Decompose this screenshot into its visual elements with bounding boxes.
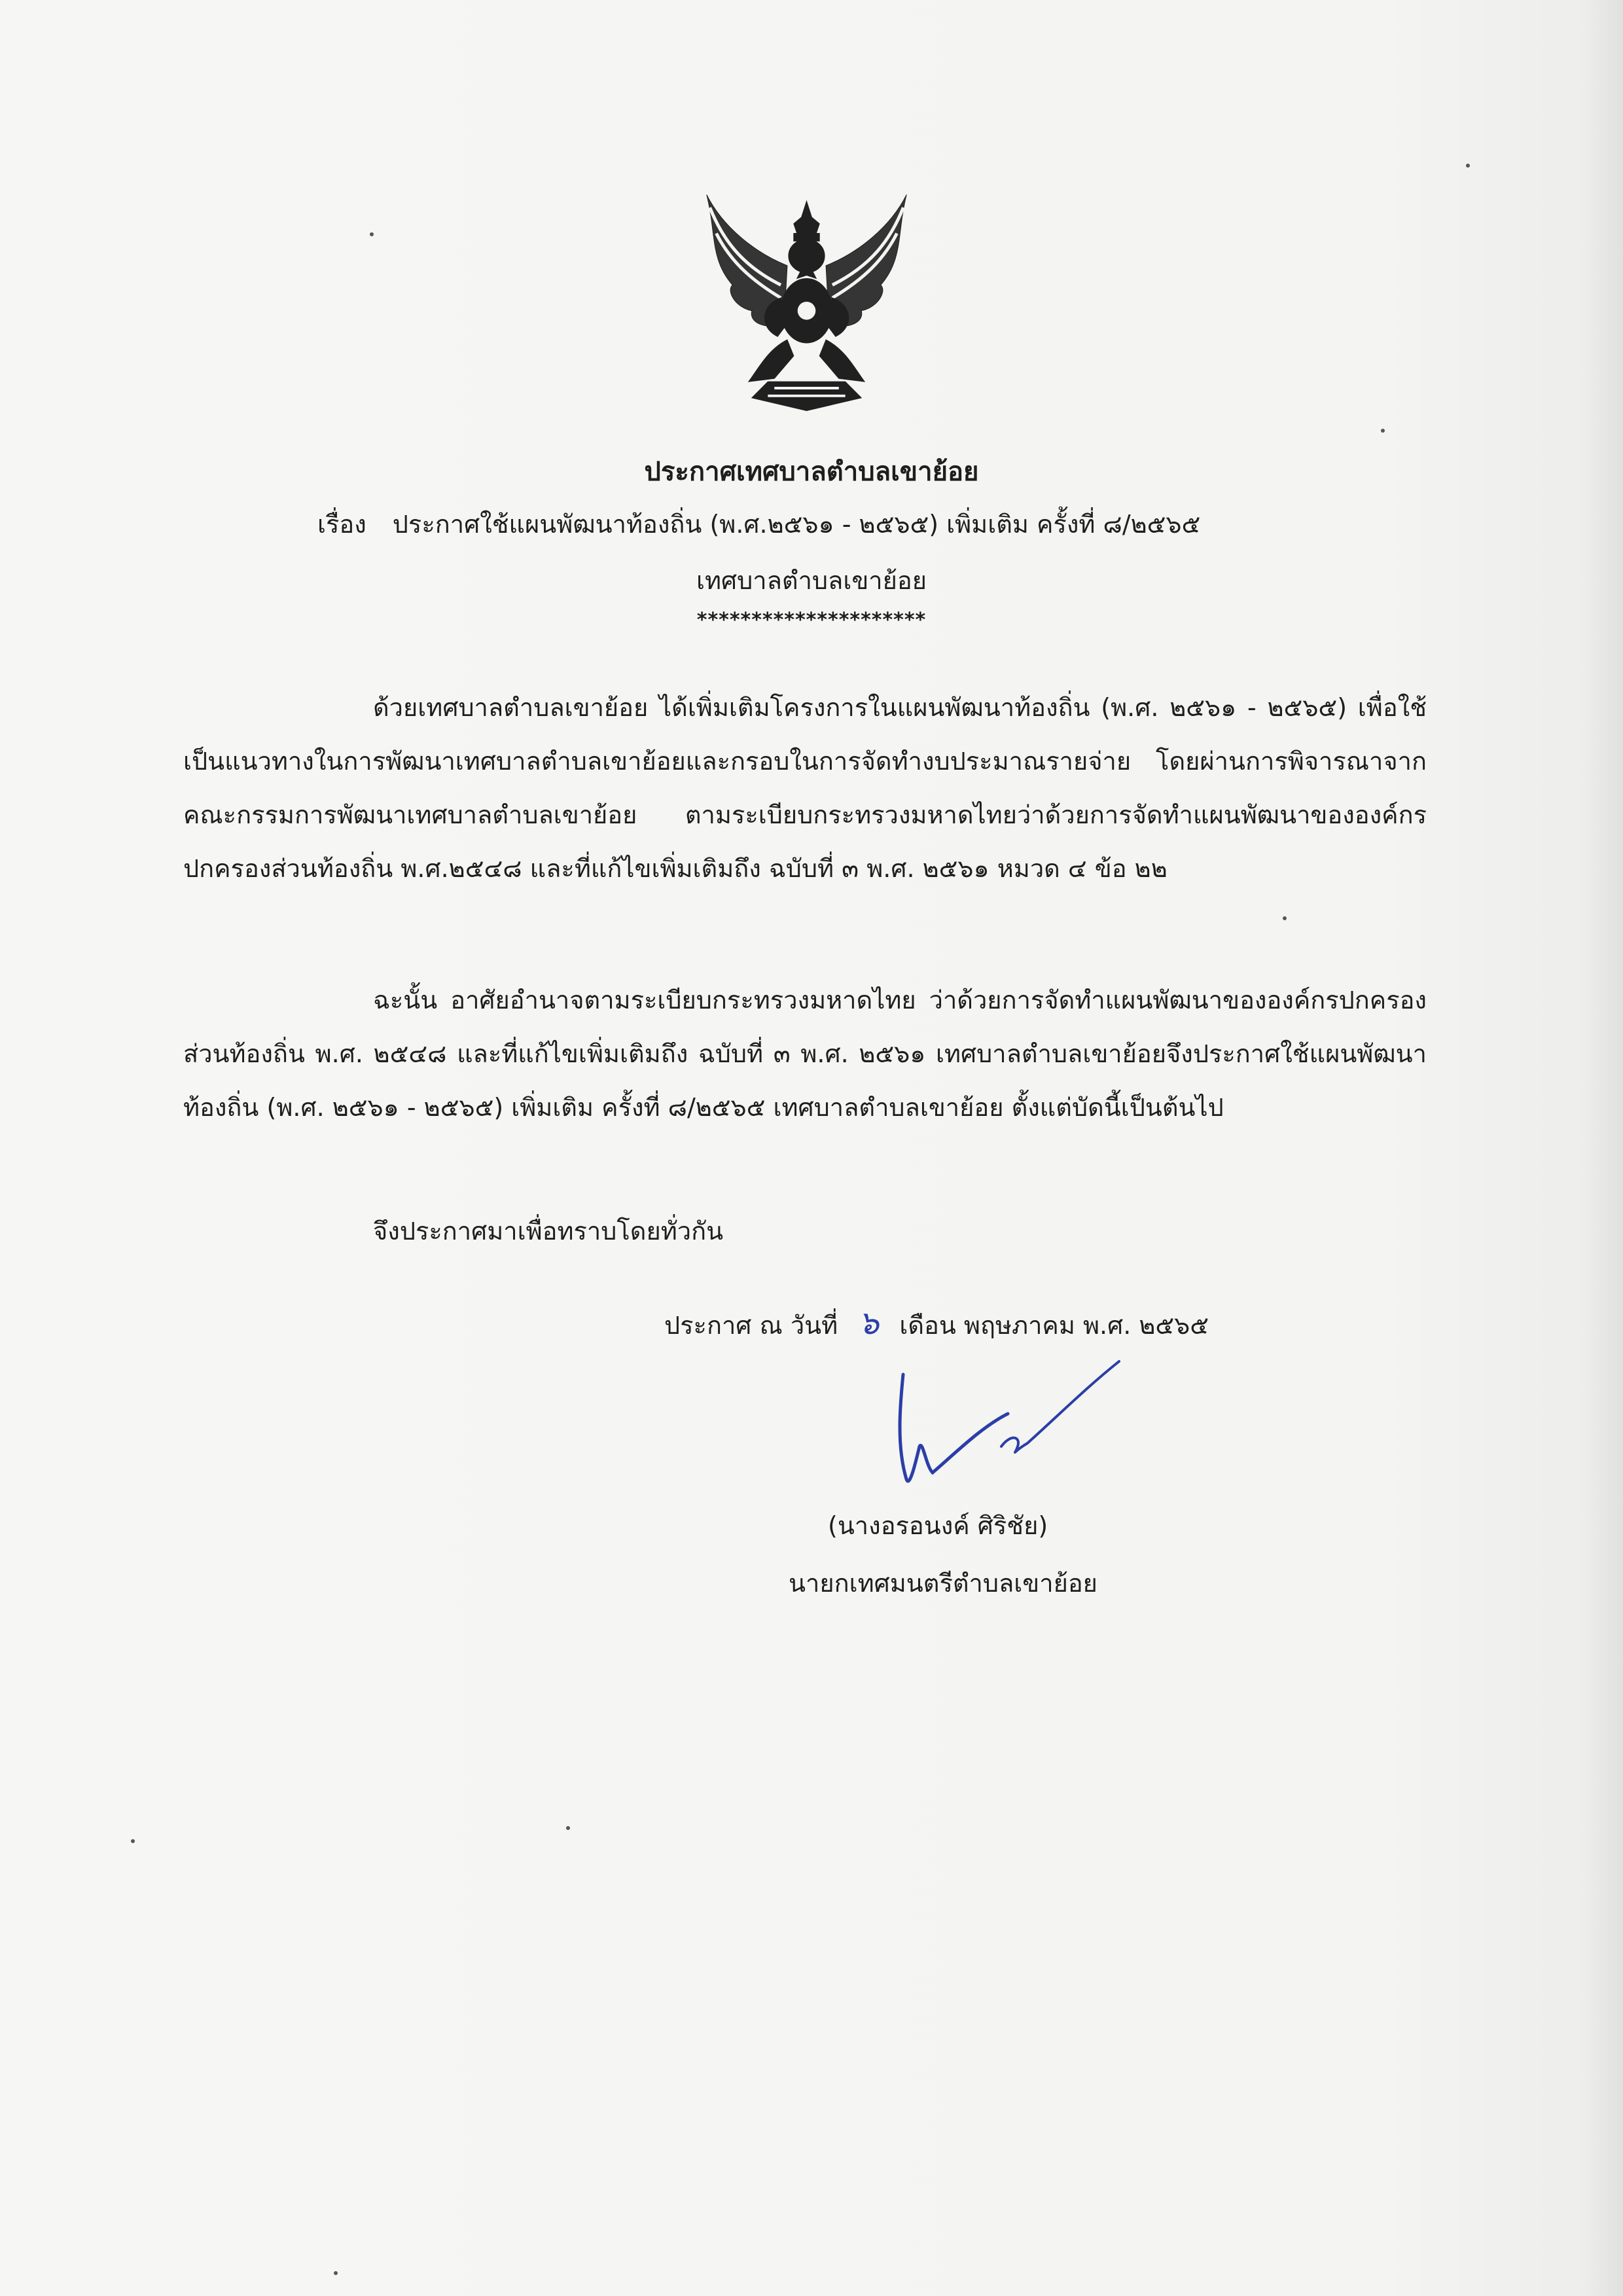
page-edge-shadow (1584, 0, 1623, 2296)
announcement-title: ประกาศเทศบาลตำบลเขาย้อย (644, 457, 979, 487)
date-day-handwritten: ๖ (858, 1304, 880, 1342)
paper-speck (131, 1839, 135, 1843)
separator-line: ********************* (696, 609, 927, 632)
subject-label: เรื่อง (317, 510, 366, 539)
paper-speck (1381, 429, 1385, 433)
paper-speck (370, 232, 374, 236)
handwritten-signature (870, 1348, 1132, 1512)
garuda-emblem-icon (697, 187, 916, 416)
closing-statement: จึงประกาศมาเพื่อทราบโดยทั่วกัน (373, 1217, 724, 1246)
subject-text: ประกาศใช้แผนพัฒนาท้องถิ่น (พ.ศ.๒๕๖๑ - ๒๕๖๕) เพิ่มเติม ครั้งที่ ๘/๒๕๖๕ (392, 510, 1201, 539)
body-paragraph-1: ด้วยเทศบาลตำบลเขาย้อย ได้เพิ่มเติมโครงการในแผนพัฒนาท้องถิ่น (พ.ศ. ๒๕๖๑ - ๒๕๖๕) เพื่อใช้เป็นแนวทางในการพัฒนาเทศบาลตำบลเขาย้อยและกรอบในการจัดทำงบประมาณรายจ่าย โดยผ่านการพิจารณาจากคณะกรรมการพัฒนาเทศบาลตำบลเขาย้อย ตามระเบียบกระทรวงมหาดไทยว่าด้วยการจัดทำแผนพัฒนาขององค์กรปกครองส่วนท้องถิ่น พ.ศ.๒๕๔๘ และที่แก้ไขเพิ่มเติมถึง ฉบับที่ ๓ พ.ศ. ๒๕๖๑ หมวด ๔ ข้อ ๒๒ (183, 693, 1427, 883)
paper-speck (1283, 916, 1287, 920)
date-prefix: ประกาศ ณ วันที่ (664, 1311, 838, 1340)
subject-line (317, 504, 1200, 544)
paper-speck (334, 2271, 338, 2275)
issuer-name: เทศบาลตำบลเขาย้อย (696, 566, 927, 595)
announcement-date (664, 1297, 1209, 1349)
date-suffix: เดือน พฤษภาคม พ.ศ. ๒๕๖๕ (899, 1311, 1209, 1340)
signer-position: นายกเทศมนตรีตำบลเขาย้อย (789, 1569, 1097, 1598)
signer-name: (นางอรอนงค์ ศิริชัย) (828, 1511, 1048, 1540)
paper-speck (1466, 164, 1470, 168)
paper-speck (566, 1826, 570, 1830)
body-paragraph-2: ฉะนั้น อาศัยอำนาจตามระเบียบกระทรวงมหาดไทย ว่าด้วยการจัดทำแผนพัฒนาขององค์กรปกครองส่วนท้องถิ่น พ.ศ. ๒๕๔๘ และที่แก้ไขเพิ่มเติมถึง ฉบับที่ ๓ พ.ศ. ๒๕๖๑ เทศบาลตำบลเขาย้อยจึงประกาศใช้แผนพัฒนาท้องถิ่น (พ.ศ. ๒๕๖๑ - ๒๕๖๕) เพิ่มเติม ครั้งที่ ๘/๒๕๖๕ เทศบาลตำบลเขาย้อย ตั้งแต่บัดนี้เป็นต้นไป (183, 986, 1427, 1122)
